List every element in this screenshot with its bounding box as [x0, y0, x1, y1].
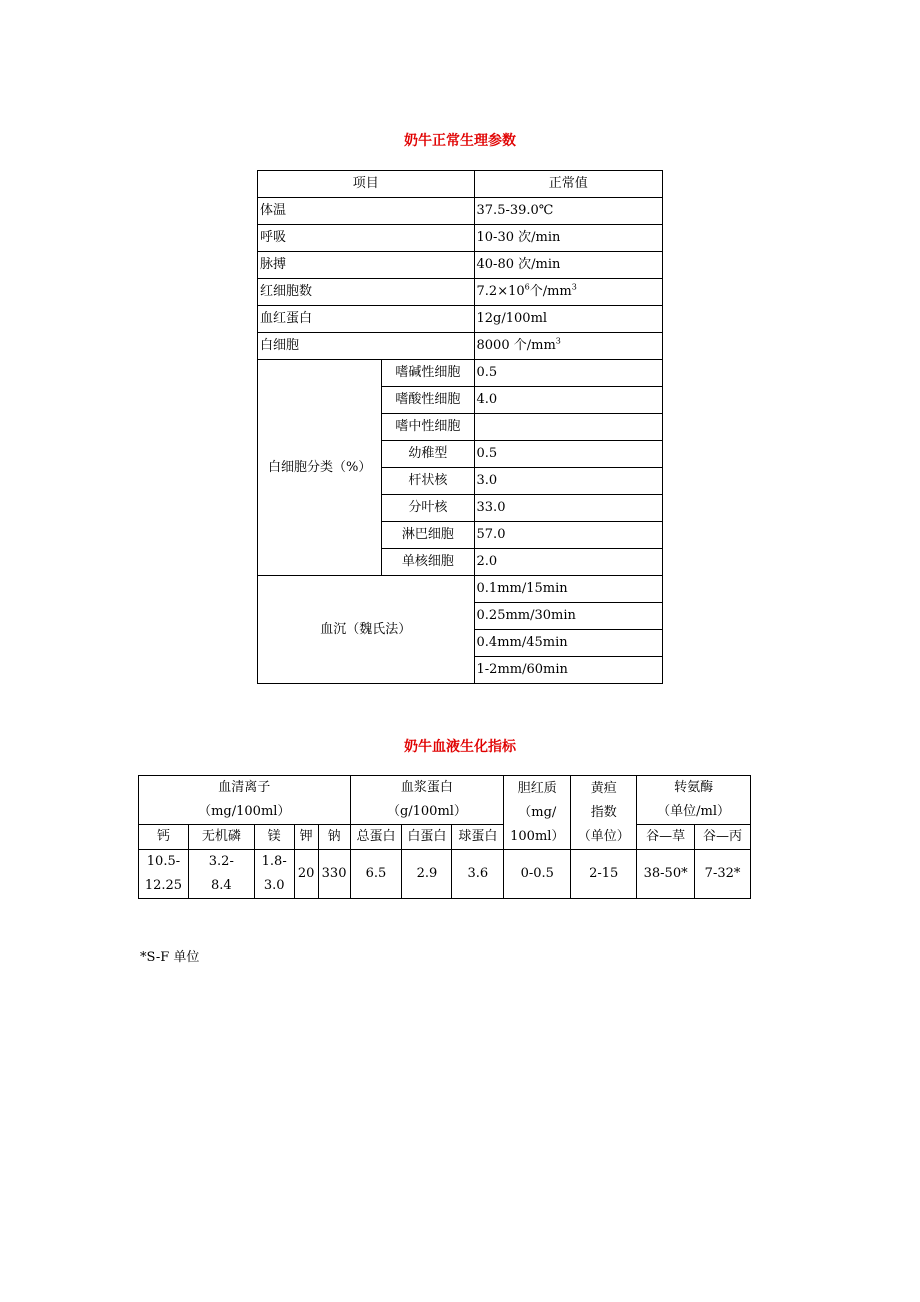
value-phosphorus-line1: 3.2-: [208, 854, 234, 869]
row-item: 红细胞数: [258, 279, 475, 306]
bilirubin-line3: 100ml）: [510, 828, 565, 844]
row-item: 脉搏: [258, 252, 475, 279]
value-exponent: 6: [524, 282, 530, 292]
esr-value: 1-2mm/60min: [474, 657, 662, 684]
transaminase-header: [637, 776, 751, 825]
row-item: 白细胞: [258, 333, 475, 360]
icterus-line1: 黄疸: [590, 780, 617, 796]
value-albumin: 2.9: [402, 850, 452, 899]
row-item: 血红蛋白: [258, 306, 475, 333]
esr-value: 0.4mm/45min: [474, 630, 662, 657]
wbc-item: 分叶核: [382, 495, 474, 522]
wbc-value: 4.0: [474, 387, 662, 414]
wbc-value: [474, 414, 662, 441]
value-prefix: 8000 个/mm: [476, 338, 556, 353]
transaminase-line2: （单位/ml）: [657, 804, 731, 819]
biochemistry-table: [138, 775, 751, 899]
subheader-magnesium: 镁: [254, 825, 294, 850]
subheader-sodium: 钠: [318, 825, 350, 850]
value-total-protein: 6.5: [350, 850, 402, 899]
value-calcium-line1: 10.5-: [146, 854, 181, 869]
subheader-phosphorus: 无机磷: [188, 825, 254, 850]
wbc-item: 杆状核: [382, 468, 474, 495]
value-exponent: 3: [555, 336, 561, 346]
table-row: [258, 333, 663, 360]
values-row: [139, 850, 751, 899]
value-prefix: 7.2×10: [476, 284, 525, 299]
subheader-albumin: 白蛋白: [402, 825, 452, 850]
esr-value: 0.25mm/30min: [474, 603, 662, 630]
subheader-globulin: 球蛋白: [452, 825, 504, 850]
row-value: [474, 279, 662, 306]
row-value: 12g/100ml: [474, 306, 662, 333]
value-magnesium-line1: 1.8-: [261, 854, 287, 869]
header-item: 项目: [258, 171, 475, 198]
wbc-item: 单核细胞: [382, 549, 474, 576]
plasma-protein-line2: （g/100ml）: [386, 804, 467, 819]
value-magnesium: [254, 850, 294, 899]
table-row: [258, 306, 663, 333]
footnote: *S-F 单位: [140, 950, 200, 965]
header-row-1: [139, 776, 751, 825]
bilirubin-line1: 胆红质: [517, 780, 557, 796]
value-bilirubin: 0-0.5: [504, 850, 571, 899]
value-suffix: 个/mm: [529, 284, 572, 299]
wbc-item: 嗜中性细胞: [382, 414, 474, 441]
value-calcium-line2: 12.25: [144, 878, 183, 893]
table-row: [258, 360, 663, 387]
icterus-header: [571, 776, 637, 850]
table-row: [258, 198, 663, 225]
transaminase-line1: 转氨酶: [674, 780, 714, 795]
header-normal: 正常值: [474, 171, 662, 198]
value-globulin: 3.6: [452, 850, 504, 899]
value-calcium: [139, 850, 189, 899]
wbc-item: 嗜碱性细胞: [382, 360, 474, 387]
value-exponent: 3: [571, 282, 577, 292]
wbc-value: 0.5: [474, 360, 662, 387]
table-row: [258, 576, 663, 603]
wbc-item: 淋巴细胞: [382, 522, 474, 549]
wbc-item: 嗜酸性细胞: [382, 387, 474, 414]
row-value: [474, 333, 662, 360]
serum-ions-line1: 血清离子: [218, 780, 271, 795]
subheader-potassium: 钾: [294, 825, 318, 850]
wbc-value: 3.0: [474, 468, 662, 495]
value-icterus: 2-15: [571, 850, 637, 899]
icterus-line3: （单位）: [577, 828, 630, 844]
esr-value: 0.1mm/15min: [474, 576, 662, 603]
value-gpt: 7-32*: [695, 850, 751, 899]
value-sodium: 330: [318, 850, 350, 899]
table-row: [258, 279, 663, 306]
row-value: 10-30 次/min: [474, 225, 662, 252]
wbc-value: 2.0: [474, 549, 662, 576]
table-header-row: [258, 171, 663, 198]
value-magnesium-line2: 3.0: [263, 878, 285, 893]
subheader-got: 谷—草: [637, 825, 695, 850]
value-potassium: 20: [294, 850, 318, 899]
wbc-value: 33.0: [474, 495, 662, 522]
serum-ions-line2: （mg/100ml）: [198, 804, 291, 819]
row-item: 体温: [258, 198, 475, 225]
bilirubin-header: [504, 776, 571, 850]
esr-group-label: 血沉（魏氏法）: [258, 576, 475, 684]
serum-ions-header: [139, 776, 351, 825]
header-row-2: [139, 825, 751, 850]
subheader-calcium: 钙: [139, 825, 189, 850]
bilirubin-line2: （mg/: [518, 804, 557, 820]
wbc-value: 0.5: [474, 441, 662, 468]
subheader-total-protein: 总蛋白: [350, 825, 402, 850]
value-got: 38-50*: [637, 850, 695, 899]
table1-title: 奶牛正常生理参数: [404, 133, 516, 149]
physiology-table: [257, 170, 663, 684]
row-value: 37.5-39.0℃: [474, 198, 662, 225]
wbc-item: 幼稚型: [382, 441, 474, 468]
plasma-protein-header: [350, 776, 504, 825]
value-phosphorus-line2: 8.4: [210, 878, 232, 893]
wbc-group-label: 白细胞分类（%）: [258, 360, 382, 576]
value-phosphorus: [188, 850, 254, 899]
icterus-line2: 指数: [590, 804, 617, 820]
table-row: [258, 225, 663, 252]
wbc-value: 57.0: [474, 522, 662, 549]
plasma-protein-line1: 血浆蛋白: [400, 780, 453, 795]
subheader-gpt: 谷—丙: [695, 825, 751, 850]
table-row: [258, 252, 663, 279]
row-item: 呼吸: [258, 225, 475, 252]
row-value: 40-80 次/min: [474, 252, 662, 279]
table2-title: 奶牛血液生化指标: [404, 739, 516, 755]
